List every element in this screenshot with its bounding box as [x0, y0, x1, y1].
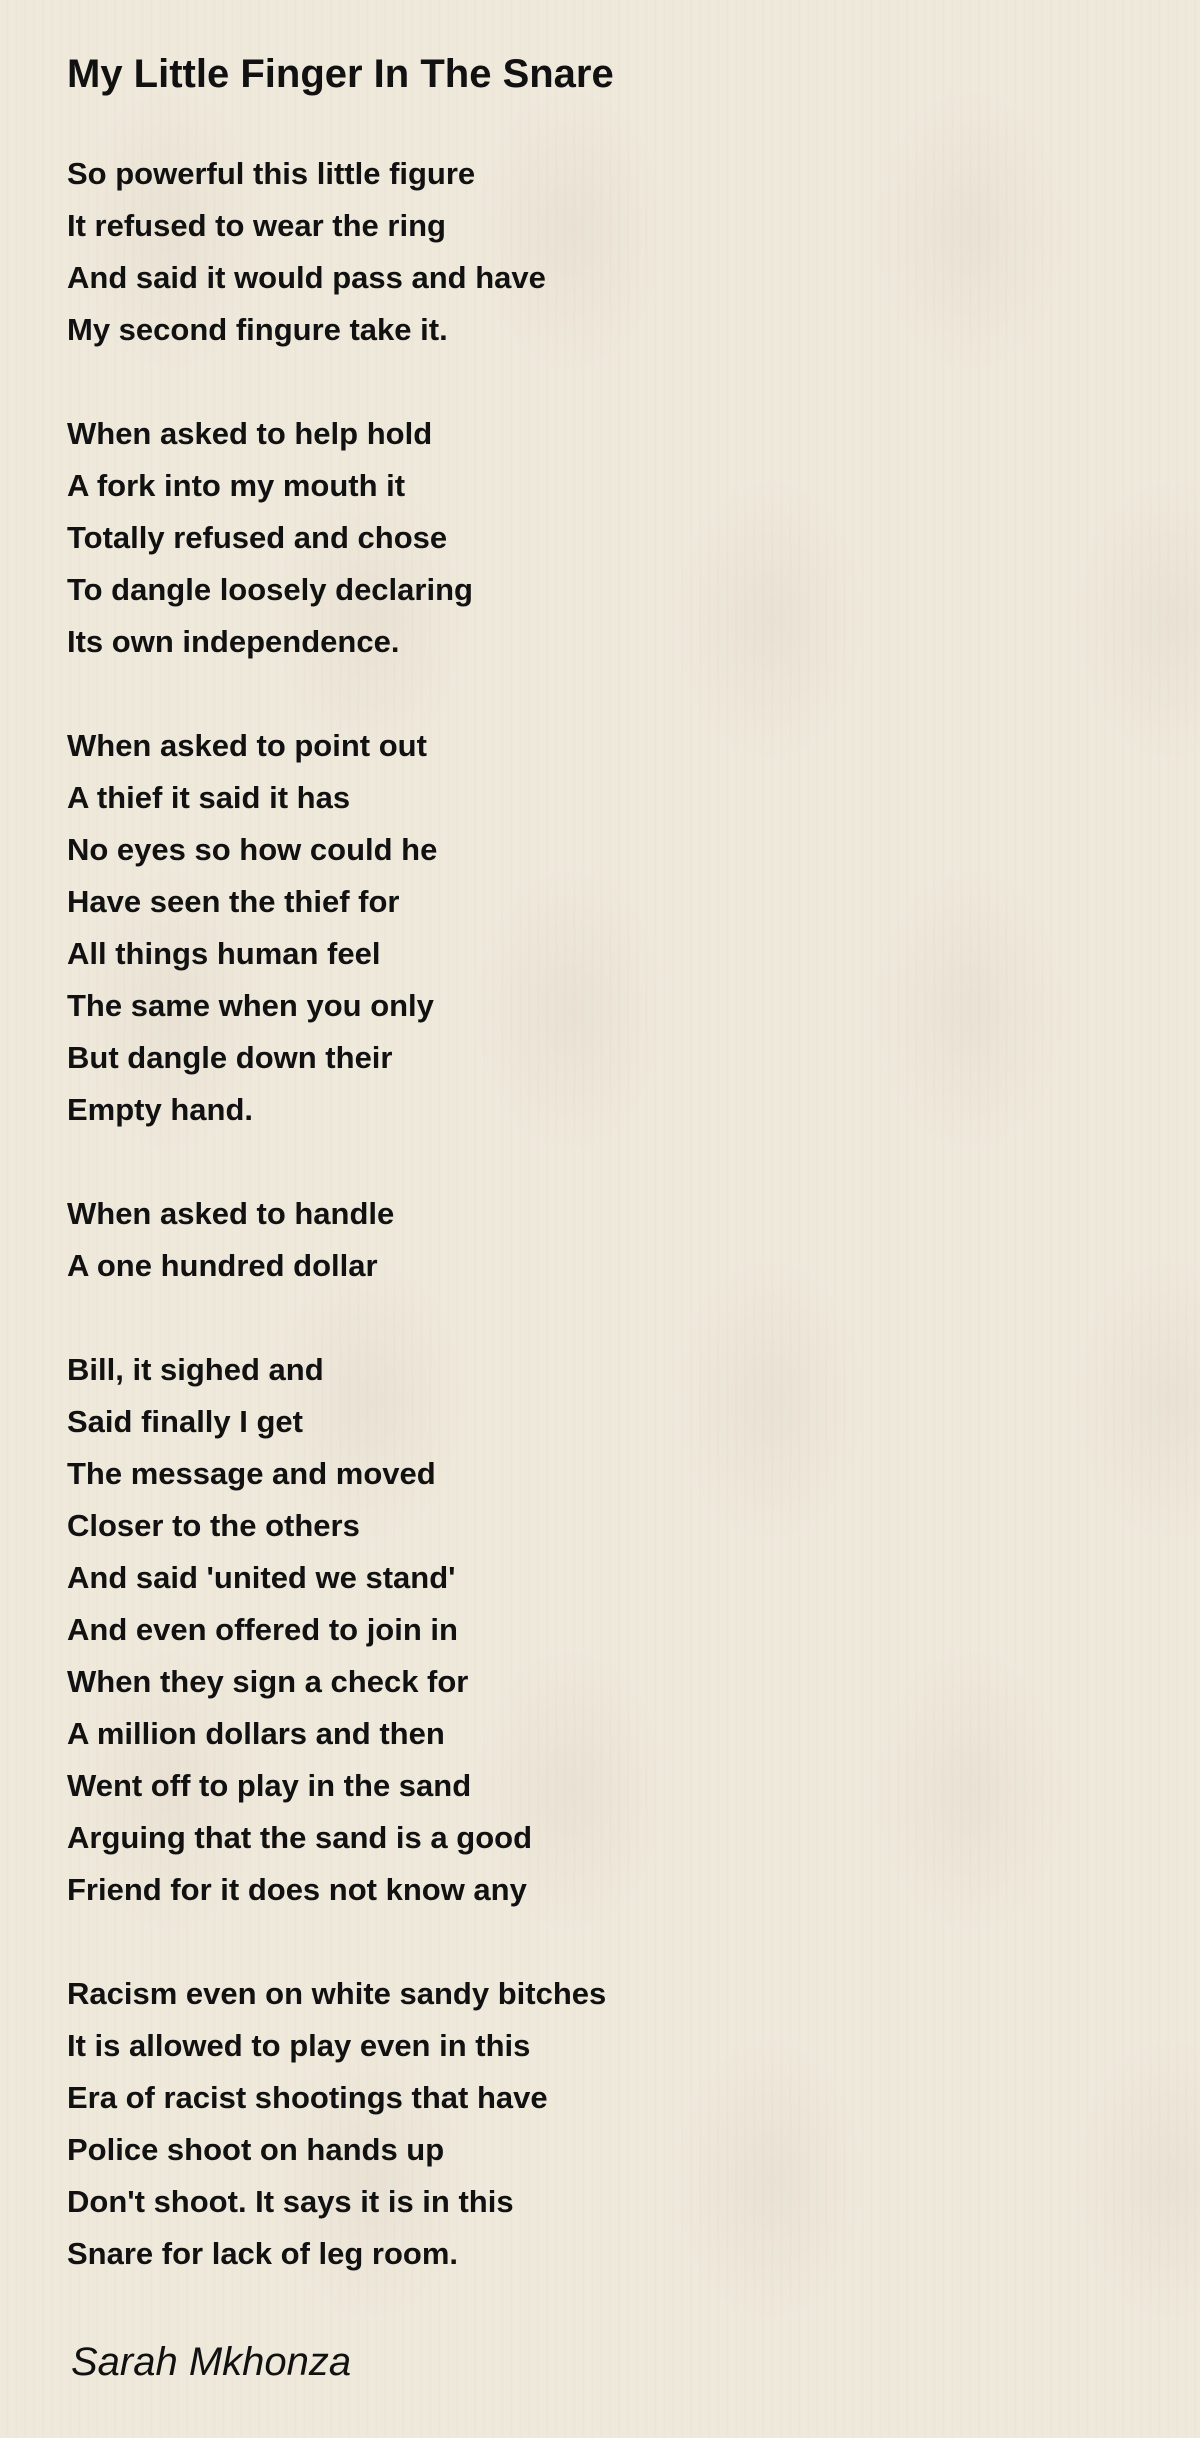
poem-line: Totally refused and chose	[67, 520, 448, 555]
poem-line: Have seen the thief for	[67, 884, 400, 919]
poem-line: But dangle down their	[67, 1040, 393, 1075]
poem-line: Snare for lack of leg room.	[67, 2236, 459, 2271]
poem-line: A one hundred dollar	[67, 1248, 378, 1283]
poem-line: Empty hand.	[67, 1092, 254, 1127]
poem-line: The same when you only	[67, 988, 434, 1023]
poem-line: My second fingure take it.	[67, 312, 448, 347]
poem-line: All things human feel	[67, 936, 381, 971]
poem-line: Its own independence.	[67, 624, 400, 659]
poem-line: When asked to handle	[67, 1196, 395, 1231]
stanza-1	[67, 148, 1067, 356]
stanza-6	[67, 1968, 1067, 2280]
poem-line: Friend for it does not know any	[67, 1872, 527, 1907]
poem-line: Era of racist shootings that have	[67, 2080, 548, 2115]
poem-line: When asked to help hold	[67, 416, 433, 451]
poem-line: Police shoot on hands up	[67, 2132, 445, 2167]
poem-author: Sarah Mkhonza	[71, 2340, 352, 2384]
stanza-3	[67, 720, 1067, 1136]
poem-line: Racism even on white sandy bitches	[67, 1976, 607, 2011]
poem-line: A million dollars and then	[67, 1716, 445, 1751]
poem-line: Closer to the others	[67, 1508, 360, 1543]
stanza-5	[67, 1344, 1067, 1916]
poem-line: And said 'united we stand'	[67, 1560, 456, 1595]
poem-line: To dangle loosely declaring	[67, 572, 473, 607]
poem-line: Said finally I get	[67, 1404, 303, 1439]
poem-body	[67, 148, 1067, 2332]
poem-line: It is allowed to play even in this	[67, 2028, 531, 2063]
poem-line: A thief it said it has	[67, 780, 351, 815]
stanza-4	[67, 1188, 1067, 1292]
poem-line: It refused to wear the ring	[67, 208, 446, 243]
poem-line: When they sign a check for	[67, 1664, 469, 1699]
stanza-2	[67, 408, 1067, 668]
poem-line: Bill, it sighed and	[67, 1352, 324, 1387]
poem-line: No eyes so how could he	[67, 832, 438, 867]
poem-line: And even offered to join in	[67, 1612, 458, 1647]
poem-line: So powerful this little figure	[67, 156, 476, 191]
poem-line: And said it would pass and have	[67, 260, 546, 295]
poem-line: When asked to point out	[67, 728, 427, 763]
poem-title: My Little Finger In The Snare	[67, 52, 614, 96]
poem-line: Don't shoot. It says it is in this	[67, 2184, 514, 2219]
poem-line: Arguing that the sand is a good	[67, 1820, 532, 1855]
poem-line: Went off to play in the sand	[67, 1768, 472, 1803]
poem-line: A fork into my mouth it	[67, 468, 406, 503]
poem-line: The message and moved	[67, 1456, 436, 1491]
